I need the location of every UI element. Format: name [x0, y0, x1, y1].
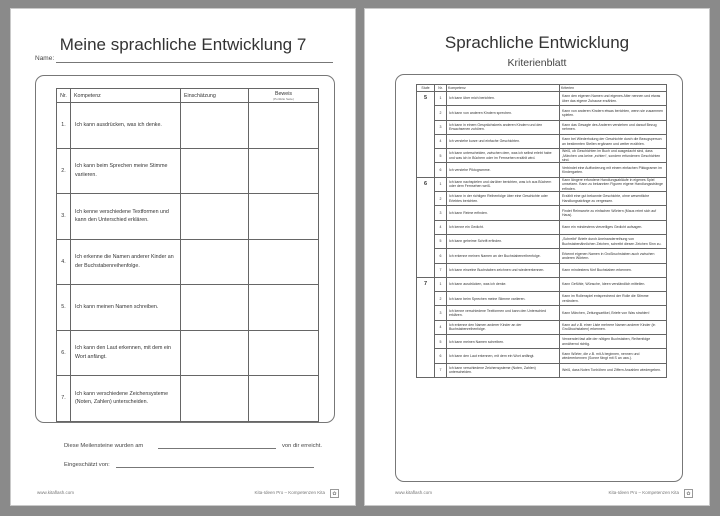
row-kompetenz: Ich kann unterscheiden, zwischen dem, was ich selbst erlebt habe und was ich in Büchern oder im Fernsehen erzählt wird. — [447, 149, 560, 163]
row-einschaetzung-cell[interactable] — [181, 285, 249, 331]
assessed-by-line — [116, 467, 314, 468]
row-nr: 5. — [57, 285, 71, 331]
row-kompetenz: Ich kann ausdrücken, was ich denke. — [447, 277, 560, 291]
criteria-table — [416, 84, 667, 378]
row-nr: 4 — [435, 320, 447, 334]
row-kriterien: Kann längere erfundene Handlungsabläufe in eigenes Spiel umsetzen. Kann zu bekannten Figuren eigene Handlungsstränge erfinden. — [560, 177, 667, 191]
row-nr: 4. — [57, 239, 71, 285]
right-page-title: Sprachliche Entwicklung — [444, 33, 630, 52]
row-kriterien: Kann im Rollenspiel entsprechend der Rolle die Stimme verändern. — [560, 292, 667, 306]
table-row — [417, 206, 667, 220]
table-row — [417, 292, 667, 306]
name-line — [56, 62, 333, 63]
left-footer-url: www.kitaflash.com — [37, 490, 75, 495]
row-kompetenz: Ich kann meinen Namen schreiben. — [71, 285, 181, 331]
row-nr: 4 — [435, 220, 447, 234]
row-kompetenz: Ich kann beim Sprechen meine Stimme variieren. — [71, 148, 181, 194]
header-nr: Nr. — [57, 89, 71, 103]
table-row — [417, 335, 667, 349]
row-kompetenz: Ich erkenne den Namen anderer Kinder an der Buchstabenreihenfolge. — [447, 320, 560, 334]
row-kriterien: Weiß, ob Geschichten im Buch und ausgedacht sind, dass „Märchen uns keine „echten“, sondern erfundenen Geschichten sind. — [560, 149, 667, 163]
row-kompetenz: Ich erkenne die Namen anderer Kinder an der Buchstabenreihenfolge. — [71, 239, 181, 285]
row-kompetenz: Ich kann in der richtigen Reihenfolge über eine Geschichte oder Erlebtes berichten. — [447, 192, 560, 206]
row-kriterien: Kann Gefühle, Wünsche, Ideen verständlich mitteilen. — [560, 277, 667, 291]
row-nr: 3 — [435, 206, 447, 220]
row-kriterien: Kann auf z.B. einer Liste mehrere Namen anderer Kinder (in Großbuchstaben) erkennen. — [560, 320, 667, 334]
row-nr: 1 — [435, 92, 447, 106]
table-row — [417, 363, 667, 377]
milestone-reached-label: von dir erreicht. — [282, 443, 322, 449]
milestone-date-label: Diese Meilensteine wurden am — [64, 443, 144, 449]
left-page — [10, 8, 356, 506]
row-kriterien: Kann Märchen, Zeitungsartikel, Briefe von Was strahlen! — [560, 306, 667, 320]
row-kompetenz: Ich kann den Laut erkennen, mit dem ein Wort anfängt. — [447, 349, 560, 363]
table-row — [417, 92, 667, 106]
row-kriterien: Findet Reimworte zu einfachen Wörtern (Maus reimt sich auf Haus). — [560, 206, 667, 220]
milestone-date-line — [158, 448, 276, 449]
row-kompetenz: Ich kann nachspielen und darüber berichten, was ich aus Büchern oder dem Fernsehen weiß. — [447, 177, 560, 191]
table-row — [417, 234, 667, 248]
row-kriterien: Kann das Gesagte des Anderen verstehen und darauf Bezug nehmen. — [560, 120, 667, 134]
row-einschaetzung-cell[interactable] — [181, 194, 249, 240]
row-beweis-cell[interactable] — [249, 148, 319, 194]
row-kriterien: Kann mindestens fünf Buchstaben erkennen. — [560, 263, 667, 277]
table-row — [57, 239, 319, 285]
row-kompetenz: Ich kann von anderen Kindern sprechen. — [447, 106, 560, 120]
row-kriterien: Erkennt eigenen Namen in Großbuchstaben auch zwischen anderen Wörtern. — [560, 249, 667, 263]
row-kriterien: Kann Wörter, die z.B. mit A beginnen, nennen und wiedererkennen (Sonne fängt mit S an usw.). — [560, 349, 667, 363]
row-nr: 2. — [57, 148, 71, 194]
row-einschaetzung-cell[interactable] — [181, 376, 249, 422]
row-nr: 5 — [435, 335, 447, 349]
stufe-cell: 5 — [417, 92, 435, 178]
row-kriterien: Erzählt eine gut bekannte Geschichte, ohne wesentliche Handlungsstränge zu vergessen. — [560, 192, 667, 206]
row-kompetenz: Ich verstehe kurze und einfache Geschichten. — [447, 134, 560, 148]
row-nr: 1 — [435, 277, 447, 291]
row-nr: 3. — [57, 194, 71, 240]
table-row — [417, 249, 667, 263]
header-kompetenz: Kompetenz — [71, 89, 181, 103]
row-kompetenz: Ich kenne verschiedene Textformen und kann den Unterschied erklären. — [447, 306, 560, 320]
row-einschaetzung-cell[interactable] — [181, 148, 249, 194]
row-nr: 7 — [435, 263, 447, 277]
row-beweis-cell[interactable] — [249, 103, 319, 149]
brand-logo-icon: ✿ — [684, 489, 693, 498]
table-row — [57, 285, 319, 331]
row-nr: 2 — [435, 106, 447, 120]
right-footer-url: www.kitaflash.com — [395, 490, 433, 495]
table-row — [57, 148, 319, 194]
table-row — [417, 120, 667, 134]
row-kompetenz: Ich kann Reime erfinden. — [447, 206, 560, 220]
table-row — [417, 134, 667, 148]
row-nr: 5 — [435, 149, 447, 163]
row-nr: 1. — [57, 103, 71, 149]
row-einschaetzung-cell[interactable] — [181, 330, 249, 376]
row-kompetenz: Ich kann verschiedene Zeichensysteme (Noten, Zahlen) unterscheiden. — [447, 363, 560, 377]
table-row — [417, 220, 667, 234]
row-beweis-cell[interactable] — [249, 376, 319, 422]
left-page-title: Meine sprachliche Entwicklung 7 — [59, 35, 307, 54]
header-beweis-sub: (Portfolio Seite) — [273, 96, 294, 101]
criteria-table-frame — [395, 74, 683, 482]
table-row — [57, 103, 319, 149]
table-row — [417, 149, 667, 163]
stufe-cell: 6 — [417, 177, 435, 277]
table-row — [417, 106, 667, 120]
table-row — [57, 376, 319, 422]
row-kompetenz: Ich kann den Laut erkennen, mit dem ein Wort anfängt. — [71, 330, 181, 376]
row-kompetenz: Ich verstehe Piktogramme. — [447, 163, 560, 177]
right-page-subtitle: Kriterienblatt — [507, 57, 567, 69]
row-nr: 6 — [435, 163, 447, 177]
row-kompetenz: Ich kenne ein Gedicht. — [447, 220, 560, 234]
brand-logo-icon: ✿ — [330, 489, 339, 498]
left-table-frame — [35, 75, 335, 468]
name-label: Name: — [35, 55, 55, 62]
row-nr: 4 — [435, 134, 447, 148]
row-nr: 2 — [435, 192, 447, 206]
row-beweis-cell[interactable] — [249, 330, 319, 376]
row-kriterien: Kann ein mindestens vierzeiliges Gedicht aufsagen. — [560, 220, 667, 234]
table-row — [417, 306, 667, 320]
row-kriterien: Weiß, dass Noten Tonhöhen und Ziffern Anzahlen wiedergeben. — [560, 363, 667, 377]
row-kompetenz: Ich kann in einem Gesprächskreis anderen Kindern und den Erwachsenen zuhören. — [447, 120, 560, 134]
table-row — [57, 194, 319, 240]
row-kompetenz: Ich kann geheime Schrift erfinden. — [447, 234, 560, 248]
row-kriterien: Verwendet fast alle der nötigen Buchstaben, Reihenfolge annähernd richtig. — [560, 335, 667, 349]
row-nr: 7. — [57, 376, 71, 422]
row-kriterien: Kann von anderen Kindern etwas berichten, wenn sie zusammen spielen. — [560, 106, 667, 120]
row-kriterien: Kann den eigenen Namen und eigenes Alter nennen und etwas über das eigene Zuhause erzählen. — [560, 92, 667, 106]
table-row — [417, 263, 667, 277]
row-beweis-cell[interactable] — [249, 194, 319, 240]
table-row — [417, 163, 667, 177]
row-nr: 6. — [57, 330, 71, 376]
left-footer-brand: Kita-Ideen Pro – Kompetenzen Kita — [254, 490, 325, 495]
table-row — [417, 192, 667, 206]
row-kompetenz: Ich kenne verschiedene Textformen und kann den Unterschied erklären. — [71, 194, 181, 240]
row-kompetenz: Ich kann beim Sprechen meine Stimme variieren. — [447, 292, 560, 306]
row-kompetenz: Ich kann einzelne Buchstaben zeichnen und wiedererkennen. — [447, 263, 560, 277]
header-stufe: Stufe — [417, 85, 435, 92]
assessed-by-label: Eingeschätzt von: — [64, 462, 110, 468]
row-einschaetzung-cell[interactable] — [181, 103, 249, 149]
row-beweis-cell[interactable] — [249, 239, 319, 285]
row-nr: 6 — [435, 349, 447, 363]
row-kompetenz: Ich erkenne meinen Namen an der Buchstabenreihenfolge. — [447, 249, 560, 263]
table-row — [57, 330, 319, 376]
row-beweis-cell[interactable] — [249, 285, 319, 331]
row-nr: 2 — [435, 292, 447, 306]
row-kompetenz: Ich kann ausdrücken, was ich denke. — [71, 103, 181, 149]
table-row — [417, 349, 667, 363]
header-beweis — [249, 89, 319, 103]
row-nr: 5 — [435, 234, 447, 248]
row-kriterien: Verbindet eine Aufforderung mit einem einfachen Piktogramm im Kindergarten. — [560, 163, 667, 177]
header-einschaetzung: Einschätzung — [181, 89, 249, 103]
header-kriterien: Kriterien — [560, 85, 667, 92]
row-nr: 7 — [435, 363, 447, 377]
row-kriterien: Kann bei Wiederholung der Geschichte durch die Bezugsperson an bestimmten Stellen ergänzen und weiter erzählen. — [560, 134, 667, 148]
table-row — [417, 320, 667, 334]
row-kompetenz: Ich kann über mich berichten. — [447, 92, 560, 106]
table-row — [417, 177, 667, 191]
stufe-cell: 7 — [417, 277, 435, 377]
row-nr: 6 — [435, 249, 447, 263]
row-kompetenz: Ich kann verschiedene Zeichensysteme (Noten, Zahlen) unterscheiden. — [71, 376, 181, 422]
self-assessment-table — [56, 88, 319, 422]
row-nr: 3 — [435, 306, 447, 320]
table-row — [417, 277, 667, 291]
right-page — [364, 8, 710, 506]
row-nr: 3 — [435, 120, 447, 134]
row-einschaetzung-cell[interactable] — [181, 239, 249, 285]
row-kompetenz: Ich kann meinen Namen schreiben. — [447, 335, 560, 349]
header-nr: Nr. — [435, 85, 447, 92]
row-kriterien: „Schreibt“ Briefe durch Aneinanderreihung von Buchstabenähnlichen Zeichen, schreibt diesen Zeichen Sinn zu. — [560, 234, 667, 248]
row-nr: 1 — [435, 177, 447, 191]
header-beweis-label: Beweis — [274, 90, 293, 97]
header-kompetenz: Kompetenz — [447, 85, 560, 92]
right-footer-brand: Kita-Ideen Pro – Kompetenzen Kita — [608, 490, 679, 495]
